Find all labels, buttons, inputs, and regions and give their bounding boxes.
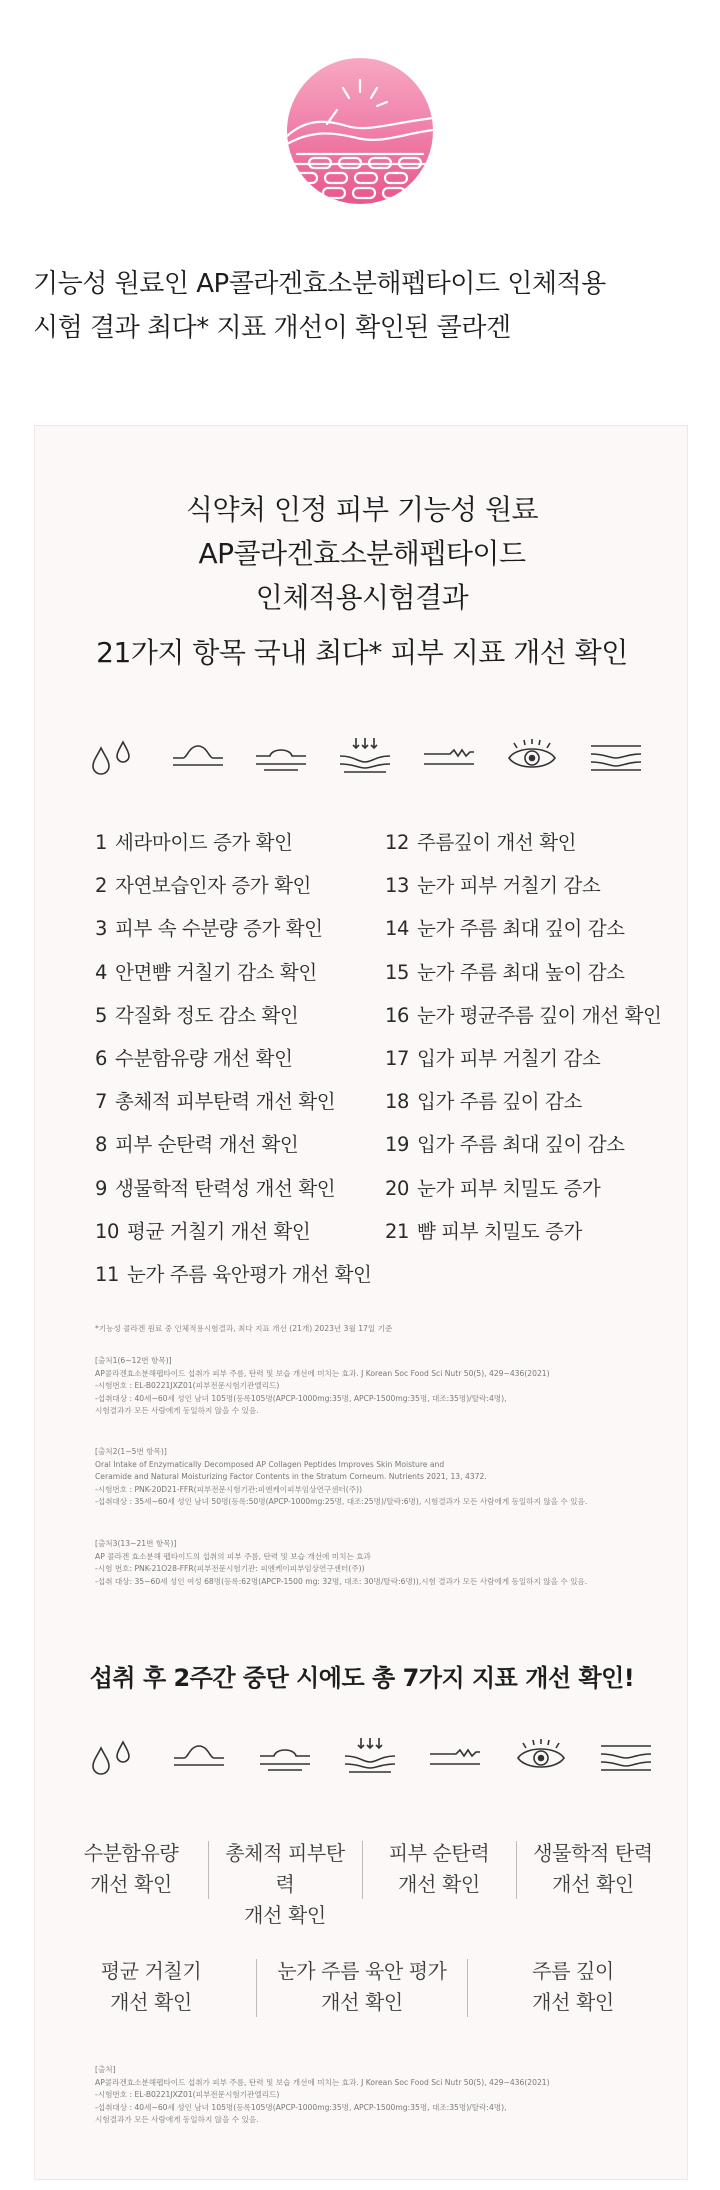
after-stop-title: 섭취 후 2주간 중단 시에도 총 7가지 지표 개선 확인! [89, 1664, 635, 1692]
item-label: 눈가 평균주름 깊이 개선 확인 [417, 1003, 662, 1027]
stat-line-2: 개선 확인 [90, 1872, 172, 1896]
wrinkle-icon [420, 734, 478, 778]
list-item [95, 951, 371, 994]
item-label: 입가 주름 최대 깊이 감소 [417, 1133, 625, 1157]
item-label: 생물학적 탄력성 개선 확인 [115, 1176, 336, 1200]
source-line: 시험결과가 모든 사람에게 동일하지 않을 수 있음. [95, 1406, 259, 1415]
headline-line-2: 시험 결과 최다* 지표 개선이 확인된 콜라겐 [33, 313, 511, 343]
item-number: 3 [95, 917, 108, 941]
item-label: 눈가 주름 최대 높이 감소 [417, 960, 625, 984]
item-number: 9 [95, 1176, 108, 1200]
source-line: Ceramide and Natural Moisturizing Factor Contents in the Stratum Corneum. Nutrients 2021, 13, 4372. [95, 1472, 487, 1481]
eye-icon [503, 734, 561, 778]
panel-title [35, 488, 689, 620]
source-1 [95, 1355, 675, 1418]
item-label: 입가 주름 깊이 감소 [417, 1090, 582, 1114]
panel-title-line-2: AP콜라겐효소분해펩타이드 [198, 537, 526, 570]
results-panel [34, 425, 688, 2180]
source-line: -시험번호 : PNK-20D21-FFR(피부전문시험기관:피엔케이피부임상연구센터(주)) [95, 1484, 363, 1494]
item-label: 자연보습인자 증가 확인 [115, 874, 311, 898]
source-line: -시험번호 : EL-B0221JXZ01(피부전문시험기관엘리드) [95, 2090, 280, 2099]
item-number: 5 [95, 1003, 108, 1027]
panel-title-line-3: 인체적용시험결과 [255, 581, 469, 614]
stat-line-2: 개선 확인 [532, 1990, 614, 2014]
source-2 [95, 1446, 675, 1509]
skin-firmness-icon [341, 1734, 399, 1778]
source-line: Oral Intake of Enzymatically Decomposed AP Collagen Peptides Improves Skin Moisture and [95, 1459, 445, 1469]
source-line: -섭취대상 : 40세~60세 성인 남녀 105명(등록105명(APCP-1000mg:35명, APCP-1500mg:35명, 대조:35명)/탈락:4명), [95, 1393, 507, 1403]
water-drops-icon [85, 734, 143, 778]
stat-item [209, 1838, 362, 1931]
item-number: 12 [385, 831, 410, 854]
stat-line-2: 개선 확인 [110, 1990, 192, 2014]
item-number: 10 [95, 1219, 120, 1243]
source-line: AP콜라겐효소분해펩타이드 섭취가 피부 주름, 탄력 및 보습 개선에 미치는 효과. J Korean Soc Food Sci Nutr 50(5), 429~436(2021) [95, 1368, 550, 1378]
source-line: AP 콜라겐 효소분해 펩타이드의 섭취의 피부 주름, 탄력 및 보습 개선에 미치는 효과 [95, 1551, 371, 1561]
wrinkle-icon [426, 1734, 484, 1778]
wave-lines-icon [587, 734, 645, 778]
item-label: 안면뺨 거칠기 감소 확인 [115, 960, 317, 984]
source-3 [95, 1538, 675, 1588]
item-number: 11 [95, 1262, 120, 1286]
source-line: -시험 번호: PNK-21O28-FFR(피부전문시험기관: 피엔케이피부임상연구센터(주)) [95, 1564, 365, 1573]
skin-layer-icon [252, 734, 310, 778]
item-number: 16 [385, 1003, 410, 1027]
skin-icons-row-bottom [85, 1731, 655, 1781]
list-item [385, 1080, 661, 1123]
list-item [385, 951, 661, 994]
item-label: 뺨 피부 치밀도 증가 [417, 1219, 582, 1243]
skin-collagen-icon [287, 58, 433, 204]
skin-surface-icon [169, 734, 227, 778]
footnote-text: *기능성 콜라겐 원료 중 인체적용시험결과, 최다 지표 개선 (21개) 2023년 3월 17일 기준 [95, 1324, 393, 1333]
item-label: 눈가 주름 최대 깊이 감소 [417, 917, 625, 941]
stat-line-1: 총체적 피부탄력 [225, 1841, 345, 1896]
item-number: 17 [385, 1046, 410, 1070]
item-label: 입가 피부 거칠기 감소 [417, 1046, 601, 1070]
eye-icon [512, 1734, 570, 1778]
list-item [95, 1167, 371, 1210]
headline-line-1: 기능성 원료인 AP콜라겐효소분해펩타이드 인체적용 [33, 269, 606, 299]
improvement-list-right [385, 821, 661, 1253]
source-line: -섭취대상 : 40세~60세 성인 남녀 105명(등록105명(APCP-1000mg:35명, APCP-1500mg:35명, 대조:35명)/탈락:4명), [95, 2102, 507, 2112]
list-item [95, 907, 371, 950]
source-line: AP콜라겐효소분해펩타이드 섭취가 피부 주름, 탄력 및 보습 개선에 미치는 효과. J Korean Soc Food Sci Nutr 50(5), 429~436(2021) [95, 2077, 550, 2087]
list-item [385, 907, 661, 950]
item-label: 피부 순탄력 개선 확인 [115, 1133, 299, 1157]
list-item [385, 1037, 661, 1080]
stat-line-1: 피부 순탄력 [388, 1841, 490, 1865]
item-label: 총체적 피부탄력 개선 확인 [115, 1090, 336, 1114]
item-label: 각질화 정도 감소 확인 [115, 1003, 299, 1027]
skin-surface-icon [170, 1734, 228, 1778]
item-label: 눈가 피부 거칠기 감소 [417, 874, 601, 898]
source-line: -섭취 대상: 35~60세 성인 여성 68명(등록:62명(APCP-1500 mg: 32명, 대조: 30명/탈락:6명)),시험 결과가 모든 사람에게 동일하지 않을 수 있음. [95, 1576, 588, 1586]
footnote-main [95, 1323, 675, 1336]
source-line: 시험결과가 모든 사람에게 동일하지 않을 수 있음. [95, 2115, 259, 2124]
source-4 [95, 2064, 675, 2127]
item-number: 1 [95, 831, 108, 854]
item-label: 눈가 주름 육안평가 개선 확인 [127, 1262, 372, 1286]
headline [33, 262, 693, 350]
stat-line-1: 주름 깊이 [532, 1959, 614, 1983]
item-label: 눈가 피부 치밀도 증가 [417, 1176, 601, 1200]
item-number: 14 [385, 917, 410, 941]
list-item [385, 821, 661, 864]
skin-layer-icon [256, 1734, 314, 1778]
list-item [385, 994, 661, 1037]
list-item [95, 1080, 371, 1123]
skin-firmness-icon [336, 734, 394, 778]
stat-line-1: 눈가 주름 육안 평가 [277, 1959, 447, 1983]
item-label: 주름깊이 개선 확인 [417, 831, 577, 854]
list-item [385, 1123, 661, 1166]
list-item [95, 821, 371, 864]
panel-title-line-1: 식약처 인정 피부 기능성 원료 [185, 493, 539, 526]
stat-line-1: 수분함유량 [83, 1841, 179, 1865]
list-item [95, 994, 371, 1037]
item-number: 21 [385, 1219, 410, 1243]
stats-row-2 [35, 1956, 689, 2018]
source-line: -시험번호 : EL-B0221JXZ01(피부전문시험기관엘리드) [95, 1381, 280, 1390]
list-item [95, 864, 371, 907]
stat-line-1: 생물학적 탄력 [533, 1841, 653, 1865]
stat-item [468, 1956, 678, 2018]
wave-lines-icon [597, 1734, 655, 1778]
item-number: 19 [385, 1133, 410, 1157]
list-item [95, 1123, 371, 1166]
item-number: 8 [95, 1133, 108, 1157]
source-line: [출처1(6~12번 항목)] [95, 1356, 172, 1365]
stat-line-2: 개선 확인 [321, 1990, 403, 2014]
skin-icons-row [85, 731, 645, 781]
stat-item [363, 1838, 516, 1931]
stat-line-2: 개선 확인 [244, 1903, 326, 1927]
stat-line-2: 개선 확인 [398, 1872, 480, 1896]
stat-line-1: 평균 거칠기 [100, 1959, 202, 1983]
item-number: 4 [95, 960, 108, 984]
item-label: 평균 거칠기 개선 확인 [127, 1219, 311, 1243]
item-number: 15 [385, 960, 410, 984]
list-item [95, 1253, 371, 1296]
item-number: 20 [385, 1176, 410, 1200]
list-item [385, 1210, 661, 1253]
item-number: 7 [95, 1090, 108, 1114]
item-number: 18 [385, 1090, 410, 1114]
list-item [385, 1167, 661, 1210]
item-number: 13 [385, 874, 410, 898]
stat-item [257, 1956, 467, 2018]
item-number: 6 [95, 1046, 108, 1070]
water-drops-icon [85, 1734, 143, 1778]
stat-item [517, 1838, 670, 1931]
stat-item [55, 1838, 208, 1931]
stat-line-2: 개선 확인 [552, 1872, 634, 1896]
item-label: 세라마이드 증가 확인 [115, 831, 293, 854]
item-label: 수분함유량 개선 확인 [115, 1046, 293, 1070]
source-line: [출처] [95, 2065, 116, 2074]
source-line: [출처2(1~5번 항목)] [95, 1447, 167, 1456]
stats-row-1 [35, 1838, 689, 1931]
list-item [95, 1210, 371, 1253]
source-line: [출처3(13~21번 항목)] [95, 1539, 177, 1548]
item-number: 2 [95, 874, 108, 898]
item-label: 피부 속 수분량 증가 확인 [115, 917, 323, 941]
stat-item [46, 1956, 256, 2018]
list-item [385, 864, 661, 907]
panel-subtitle: 21가지 항목 국내 최다* 피부 지표 개선 확인 [96, 636, 628, 669]
improvement-list-left [95, 821, 371, 1296]
source-line: -섭취대상 : 35세~60세 성인 남녀 50명(등록:50명(APCP-1000mg:25명, 대조:25명)/탈락:6명), 시험결과가 모든 사람에게 동일하지 않을 수 있음. [95, 1497, 588, 1506]
list-item [95, 1037, 371, 1080]
